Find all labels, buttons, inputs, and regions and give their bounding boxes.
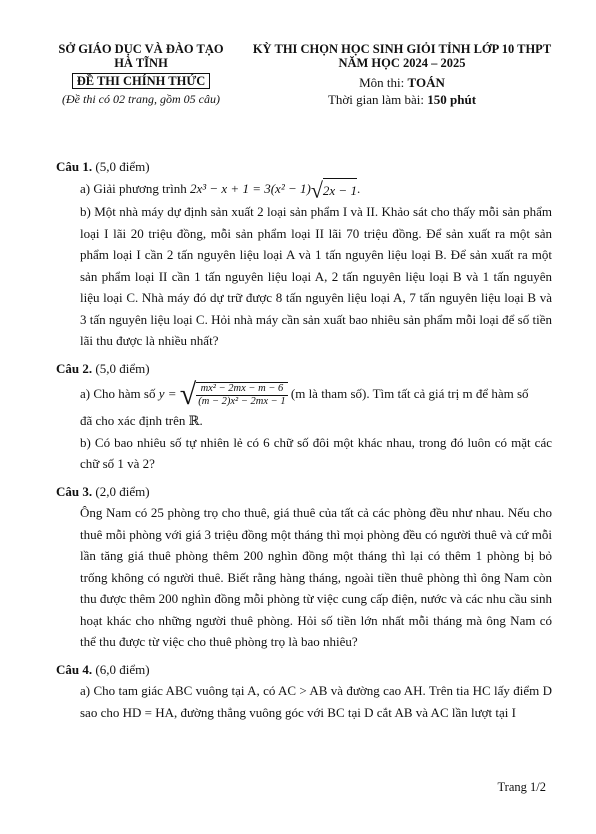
exam-title: KỲ THI CHỌN HỌC SINH GIỎI TỈNH LỚP 10 THPT xyxy=(252,42,552,56)
question-2a-fraction xyxy=(196,382,287,408)
question-2-heading xyxy=(56,358,552,380)
question-2a-suffix: (m là tham số). Tìm tất cả giá trị m để hàm số xyxy=(290,386,529,402)
time-line xyxy=(234,91,570,108)
question-1a: a) Giải phương trình 2x³ − x + 1 = 3(x² − 1)√2x − 1. xyxy=(80,176,361,202)
radical-sign: √ xyxy=(310,176,323,202)
question-1 xyxy=(56,156,552,352)
page-number: Trang 1/2 xyxy=(497,780,546,794)
question-2a-y: y = xyxy=(158,386,177,402)
radical-sign: √ xyxy=(179,378,197,412)
subject-value: TOÁN xyxy=(407,75,445,90)
question-2b: b) Có bao nhiêu số tự nhiên lẻ có 6 chữ số đôi một khác nhau, trong đó luôn có mặt các chữ số 1 và 2? xyxy=(80,434,552,472)
header-left xyxy=(52,42,230,107)
subject-line xyxy=(234,74,570,91)
fraction-denominator: (m − 2)x² − 2mx − 1 xyxy=(198,396,286,408)
province-name: HÀ TĨNH xyxy=(114,56,168,70)
question-3-title: Câu 3. xyxy=(56,483,93,499)
question-2a-line2: đã cho xác định trên ℝ. xyxy=(80,413,203,429)
question-1-points: (5,0 điểm) xyxy=(95,159,150,174)
time-label: Thời gian làm bài: xyxy=(327,92,428,107)
question-2a xyxy=(56,379,552,410)
question-3-text: Ông Nam có 25 phòng trọ cho thuê, giá thuê của tất cả các phòng đều như nhau. Nếu cho thuê mỗi phòng với giá 3 triệu đồng một tháng thì mọi phòng đều có người thuê và cứ mỗi lần tăng giá thuê phòng thêm 200 nghìn đồng một tháng thì lại có thêm 1 phòng bị bỏ trống không có người thuê. Biết rằng hàng tháng, ngoài tiền thuê phòng thì ông Nam còn thu được thêm 200 nghìn đồng mỗi phòng từ việc cung cấp điện, nước và các nhu cầu sinh hoạt khác cho những người thuê phòng. Hỏi số tiền lớn nhất mỗi tháng mà ông Nam có thể thu được từ việc cho thuê phòng trọ là bao nhiêu? xyxy=(80,505,552,650)
pages-note: (Đề thi có 02 trang, gồm 05 câu) xyxy=(62,92,220,106)
question-4 xyxy=(56,659,552,724)
question-2 xyxy=(56,358,552,475)
school-year: NĂM HỌC 2024 – 2025 xyxy=(338,56,466,70)
question-2-points: (5,0 điểm) xyxy=(95,360,150,376)
exam-content xyxy=(56,150,552,727)
fraction-numerator: mx² − 2mx − m − 6 xyxy=(196,383,287,396)
question-1a-prefix: a) Giải phương trình xyxy=(80,180,187,196)
question-3-heading xyxy=(56,481,552,503)
question-2a-prefix: a) Cho hàm số xyxy=(80,386,156,402)
question-2-title: Câu 2. xyxy=(56,360,93,376)
subject-label: Môn thi: xyxy=(359,75,408,90)
header-right xyxy=(234,42,570,108)
question-3 xyxy=(56,481,552,653)
question-1-heading xyxy=(56,156,552,178)
question-4-heading xyxy=(56,659,552,681)
department-name: SỞ GIÁO DỤC VÀ ĐÀO TẠO xyxy=(58,42,224,56)
question-4-title: Câu 4. xyxy=(56,661,93,677)
question-4a: a) Cho tam giác ABC vuông tại A, có AC > AB và đường cao AH. Trên tia HC lấy điểm D sao cho HD = HA, đường thẳng vuông góc với BC tại D cắt AB và AC lần lượt tại I xyxy=(80,683,552,720)
question-3-points: (2,0 điểm) xyxy=(95,483,150,499)
official-exam-badge: ĐỀ THI CHÍNH THỨC xyxy=(72,73,211,89)
question-1-title: Câu 1. xyxy=(56,159,93,174)
question-1a-equation-lhs: 2x³ − x + 1 = 3(x² − 1) xyxy=(189,180,311,196)
question-1a-equation-radicand: 2x − 1 xyxy=(323,178,357,202)
question-1b: b) Một nhà máy dự định sản xuất 2 loại sản phẩm I và II. Khảo sát cho thấy mỗi sản phẩm loại I lãi 20 triệu đồng, mỗi sản phẩm loại II lãi 70 triệu đồng. Để sản xuất ra một sản phẩm loại I cần 2 tấn nguyên liệu loại A và 1 tấn nguyên liệu loại B. Để sản xuất ra một sản phẩm loại II cần 1 tấn nguyên liệu loại A, 2 tấn nguyên liệu loại B và 1 tấn nguyên liệu loại C. Nhà máy đó dự trữ được 8 tấn nguyên liệu loại A, 7 tấn nguyên liệu loại B và 3 tấn nguyên liệu loại C. Hỏi nhà máy cần sản xuất bao nhiêu sản phẩm mỗi loại để số tiền lãi thu được là nhiều nhất? xyxy=(80,204,552,349)
time-value: 150 phút xyxy=(427,92,477,107)
question-4-points: (6,0 điểm) xyxy=(95,661,150,677)
